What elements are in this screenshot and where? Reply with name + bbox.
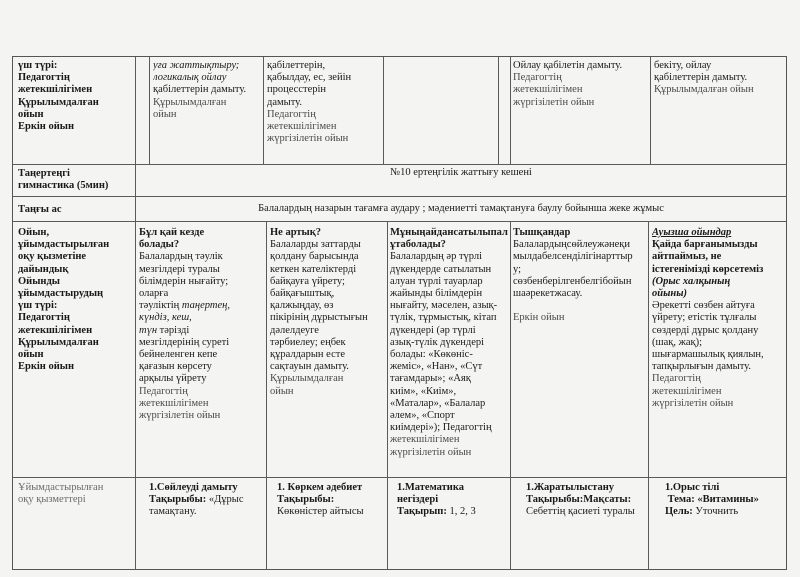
row1-col7: бекіту, ойлау қабілеттерін дамыту. Құрылымдалған ойын bbox=[654, 60, 754, 96]
game-when-does-it-happen: Бұл қай кезде болады? Балалардың тәулік мезгілдері туралы білімдерін нығайту; оларға тәуліктің таңертең, күндіз, кеш, түн тәрізді мезгілдерінің суреті бейнеленген кепе қағазын көрсету арқылы үйрету Педагогтің жетекшілігімен жүргізілетін ойын bbox=[139, 227, 230, 422]
schedule-table bbox=[12, 56, 787, 570]
column-divider bbox=[648, 221, 649, 569]
column-divider bbox=[387, 221, 388, 569]
column-divider bbox=[266, 221, 267, 569]
lesson-math: 1.Математика негіздері Тақырып: 1, 2, 3 bbox=[397, 482, 476, 518]
row1-col4: қабілеттерін, қабылдау, ес, зейін процесстерін дамыту. Педагогтің жетекшілігімен жүргізілетін ойын bbox=[267, 60, 352, 145]
lesson-nature: 1.Жаратылыстану Тақырыбы:Мақсаты: Себеттің қасиеті туралы bbox=[526, 482, 635, 518]
row1-col6: Ойлау қабілетін дамыту. Педагогтің жетекшілігімен жүргізілетін ойын bbox=[513, 60, 623, 108]
row4-label: Ойын, ұйымдастырылған оқу қызметіне дайындық Ойынды ұйымдастырудың үш түрі: Педагогтің жетекшілігімен Құрылымдалған ойын Еркін ойын bbox=[18, 227, 110, 373]
game-what-is-extra: Не артық? Балаларды заттарды қолдану барысында кеткен кателіктерді байқауға үйрету; байқағыштық, қалжыңдау, өз пікірінің дұрыстығын дәлелдеуге тәрбиелеу; еңбек құралдарын есте сақтауын дамыту. Құрылымдалған ойын bbox=[270, 227, 368, 397]
lesson-russian: 1.Орыс тілі Тема: «Витамины» Цель: Уточнить bbox=[665, 482, 759, 518]
column-divider bbox=[510, 221, 511, 569]
breakfast-content: Балалардың назарын тағамға аудару ; мәдениетті тамақтануға баулу бойынша жеке жұмыс bbox=[258, 203, 664, 214]
row3-label: Таңғы ас bbox=[18, 204, 62, 215]
column-divider bbox=[135, 57, 136, 569]
row-divider bbox=[13, 477, 786, 478]
row5-label: Ұйымдастырылған оқу қызметтері bbox=[18, 482, 104, 506]
row1-col3: уға жаттықтыру; логикалық ойлау қабілеттерін дамыту. Құрылымдалған ойын bbox=[153, 60, 247, 120]
row-divider bbox=[13, 221, 786, 222]
row2-label: Таңертеңгі гимнастика (5мин) bbox=[18, 168, 109, 192]
morning-exercise-content: №10 ертеңгілік жаттығу кешені bbox=[390, 167, 532, 178]
row-divider bbox=[13, 196, 786, 197]
column-divider bbox=[498, 57, 499, 164]
column-divider bbox=[263, 57, 264, 164]
game-where-to-buy: Мұныңайдансатылыпал ұтаболады? Балалардың әр түрлі дүкендерде сатылатын алуан түрлі тауарлар жайынды білімдерін нығайту, мәселен, азық- түлік, тұрмыстық, кітап дүкендері (әр түрлі азық-түлік дүкендері болады: «Көкөніс- жеміс», «Нан», «Сүт тағамдары»; «Аяқ киім», «Киім», «Маталар», «Балалар әлем», «Спорт киімдері»); Педагогтің жетекшілігімен жүргізілетін ойын bbox=[390, 227, 508, 458]
row-divider bbox=[13, 164, 786, 165]
lesson-speech: 1.Сөйлеуді дамыту Тақырыбы: «Дұрыс тамақтану. bbox=[149, 482, 244, 518]
column-divider bbox=[510, 57, 511, 164]
game-mice: Тышқандар Балалардыңсөйлеужәнеқи мылдабелсенділігінарттыр у; сөзбенберілгенбелгібойын шаәрекетжасау. Еркін ойын bbox=[513, 227, 633, 324]
lesson-literature: 1. Көркем әдебиет Тақырыбы: Көкөністер айтысы bbox=[277, 482, 364, 518]
row1-label: үш түрі: Педагогтің жетекшілігімен Құрылымдалған ойын Еркін ойын bbox=[18, 60, 99, 133]
column-divider bbox=[650, 57, 651, 164]
game-oral: Ауызша ойындар Қайда барғанымызды айтпаймыз, не істегенімізді көрсетеміз (Орыс халқының ойыны) Әрекетті сөзбен айтуға үйрету; етістік тұлғалы сөздерді дұрыс қолдану (шақ, жақ); шығармашылық қиялын, тапқырлығын дамыту. Педагогтің жетекшілігімен жүргізілетін ойын bbox=[652, 227, 764, 409]
column-divider bbox=[383, 57, 384, 164]
column-divider bbox=[149, 57, 150, 164]
